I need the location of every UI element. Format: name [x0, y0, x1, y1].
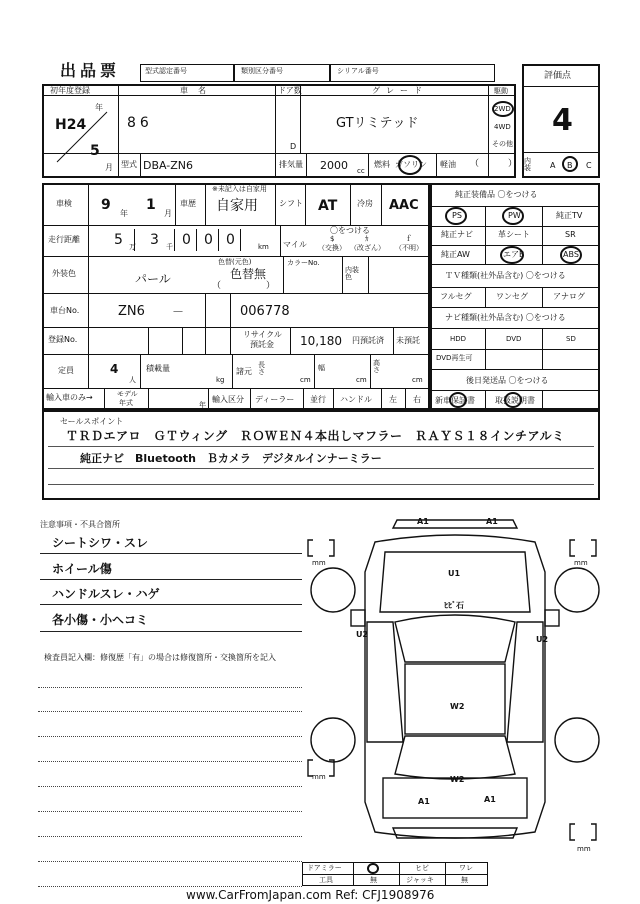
insp-month: 1: [146, 197, 156, 213]
grade-value: GTリミテッド: [336, 116, 419, 131]
hibi-label: ヒビ: [415, 864, 429, 872]
mileage-digit: 3: [150, 232, 159, 248]
class-label: 類別区分番号: [241, 67, 283, 75]
height-label: 高さ: [373, 359, 380, 374]
form-title: 出品票: [60, 61, 121, 80]
fuel-light: 軽油: [440, 160, 456, 169]
jack-value: 無: [461, 876, 468, 884]
mile-label: マイル: [283, 240, 307, 249]
exch-label: （交換）: [318, 244, 346, 252]
damage-a1-front-right: A1: [486, 517, 498, 526]
docs-manual-circle: [504, 392, 522, 408]
import-label: 輸入車のみ→: [46, 393, 93, 402]
damage-w2: W2: [450, 702, 465, 711]
attach-label: 〇をつける: [330, 226, 370, 235]
door-mirror-label: ドアミラー: [307, 864, 342, 872]
note-item: ホイール傷: [52, 562, 112, 576]
note-item: シートシワ・スレ: [52, 536, 149, 550]
chassis-number: 006778: [240, 304, 290, 319]
recycle-paid: 円預託済: [352, 336, 384, 345]
tools-value: 無: [370, 876, 377, 884]
docs-warranty: 新車保証書: [435, 396, 475, 405]
unknown-label: （不明）: [395, 244, 423, 252]
tv-fullseg: フルセグ: [440, 292, 472, 301]
damage-w2-rear: W2: [450, 775, 465, 784]
damage-hibi: ﾋﾋﾞ石: [444, 601, 464, 610]
fuel-gas-circle: [398, 155, 422, 175]
tv-analog: アナログ: [553, 292, 585, 301]
equip-abs-circle: [560, 246, 582, 264]
note-item: 各小傷・小ヘコミ: [52, 613, 149, 627]
ac-value: AAC: [389, 198, 419, 213]
navi-type-title: ナビ種類(社外品含む) 〇をつける: [445, 313, 566, 322]
width-cm: cm: [356, 376, 367, 384]
equip-navi: 純正ナビ: [441, 230, 473, 239]
unregistered-note: ※未記入は自家用: [212, 185, 267, 193]
equip-ps: PS: [452, 211, 462, 220]
jack-label: ジャッキ: [406, 876, 434, 884]
load-label: 積載量: [146, 364, 170, 373]
first-reg-month: 5: [90, 143, 100, 159]
equip-airbag-circle: [500, 246, 524, 264]
model-cert-label: 型式認定番号: [145, 67, 187, 75]
width-label: 幅: [318, 364, 325, 372]
fuel-label: 燃料: [374, 160, 390, 169]
right-option: 右: [413, 395, 421, 404]
repaint-paren-r: ）: [266, 281, 276, 291]
year-label: 年: [95, 103, 103, 112]
color-value: パール: [135, 272, 171, 286]
parallel-option: 並行: [310, 395, 326, 404]
equip-airbag: エアB: [503, 250, 525, 259]
equip-ps-circle: [445, 207, 467, 225]
dims-label: 諸元: [236, 367, 252, 376]
repaint-value: 色替無: [230, 267, 267, 281]
navi-dvd: DVD: [506, 335, 522, 343]
damage-a1-front-left: A1: [417, 517, 429, 526]
docs-manual: 取扱説明書: [495, 396, 535, 405]
alter-label: （改ざん）: [350, 244, 385, 252]
watermark: www.CarFromJapan.com Ref: CFJ1908976: [186, 888, 435, 902]
disp-label: 排気量: [279, 160, 303, 169]
import-class-label: 輸入区分: [212, 395, 244, 404]
equip-aw: 純正AW: [441, 250, 470, 259]
equip-tv: 純正TV: [556, 211, 583, 220]
month-label: 月: [105, 163, 113, 172]
drive-4wd: 4WD: [494, 123, 511, 131]
fuel-paren-left: （: [470, 159, 480, 169]
load-unit: kg: [216, 376, 225, 384]
ac-label: 冷房: [357, 199, 373, 208]
selling-point-line-1: ＴＲＤエアロ ＧＴウィング ＲＯＷＥＮ４本出しマフラー ＲＡＹＳ１８インチアルミ: [66, 429, 565, 443]
damage-u1: U1: [448, 569, 461, 578]
repaint-label: 色替(元色): [218, 258, 252, 266]
shift-label: シフト: [279, 199, 303, 208]
height-cm: cm: [412, 376, 423, 384]
interior-a: A: [550, 161, 556, 170]
drive-other: その他: [492, 140, 513, 148]
fuel-paren-right: ）: [508, 159, 518, 169]
mileage-label: 走行距離: [48, 235, 80, 244]
ware-label: ワレ: [459, 864, 473, 872]
recycle-label-1: リサイクル: [243, 330, 282, 339]
damage-a1-rear-left: A1: [418, 797, 430, 806]
cc-label: cc: [357, 167, 365, 175]
mm-label: mm: [312, 773, 326, 781]
mm-label: mm: [574, 559, 588, 567]
score-value: 4: [552, 103, 573, 138]
sen-unit: 千: [166, 243, 173, 251]
color-label: 外装色: [52, 269, 76, 278]
car-damage-diagram: [305, 512, 605, 862]
serial-box: [330, 64, 495, 82]
capacity-value: 4: [110, 362, 119, 376]
interior-label: 内装: [524, 157, 531, 172]
model-year-label-2: 年式: [119, 399, 133, 407]
damage-a1-rear-right: A1: [484, 795, 496, 804]
first-reg-year: H24: [55, 117, 87, 133]
capacity-label: 定員: [58, 366, 74, 375]
tv-oneseg: ワンセグ: [496, 292, 528, 301]
insp-year: 9: [101, 197, 111, 213]
score-label: 評価点: [544, 71, 572, 81]
equip-pw: PW: [508, 211, 521, 220]
interior-c: C: [586, 161, 592, 170]
mileage-digit: 0: [204, 232, 213, 248]
damage-u2-right: U2: [536, 635, 549, 644]
alter-top: ｶ: [365, 235, 369, 243]
shift-value: AT: [318, 198, 338, 214]
repaint-paren-l: （: [212, 281, 222, 291]
model-cert-box: [140, 64, 234, 82]
first-reg-label: 初年度登録: [50, 86, 90, 95]
equip-pw-circle: [502, 207, 524, 225]
car-name: 86: [127, 115, 153, 131]
exch-top: $: [330, 235, 335, 243]
recycle-unpaid: 未預託: [396, 336, 420, 345]
history-label: 車歴: [180, 199, 196, 208]
history-value: 自家用: [216, 198, 258, 214]
equipment-title: 純正装備品 〇をつける: [455, 190, 538, 199]
navi-hdd: HDD: [450, 335, 467, 343]
man-unit: 万: [129, 243, 136, 251]
left-option: 左: [389, 395, 397, 404]
chassis-label: 車台No.: [50, 306, 80, 315]
model-year-label-1: モデル: [117, 390, 138, 398]
km-unit: km: [258, 243, 269, 251]
insp-year-unit: 年: [120, 209, 128, 218]
length-label: 長さ: [258, 361, 265, 376]
slash-divider: [55, 110, 110, 165]
model-year-unit: 年: [199, 401, 206, 409]
inspector-label: 検査員記入欄：修復歴「有」の場合は修復箇所・交換箇所を記入: [44, 653, 276, 662]
equip-sr: SR: [565, 230, 576, 239]
insp-month-unit: 月: [164, 209, 172, 218]
color-no-label: カラーNo.: [287, 259, 320, 267]
chassis-dash: －: [172, 305, 185, 319]
docs-title: 後日発送品 〇をつける: [466, 376, 549, 385]
mirror-tools-table: [302, 862, 488, 886]
interior-color-label: 内装色: [345, 266, 359, 281]
chassis-prefix: ZN6: [118, 304, 145, 319]
equip-abs: ABS: [563, 250, 579, 259]
navi-sd: SD: [566, 335, 576, 343]
class-box: [234, 64, 330, 82]
recycle-label-2: 預託金: [250, 340, 274, 349]
dealer-option: ディーラー: [255, 395, 295, 404]
tools-label: 工具: [319, 876, 333, 884]
interior-b-circle: [562, 156, 578, 172]
tv-type-title: ＴＶ種類(社外品含む) 〇をつける: [445, 271, 566, 280]
car-name-label: 車名: [180, 86, 216, 95]
capacity-unit: 人: [129, 376, 136, 384]
note-item: ハンドルスレ・ハゲ: [52, 587, 160, 601]
recycle-amount: 10,180: [300, 334, 342, 348]
length-cm: cm: [300, 376, 311, 384]
damage-u2-left: U2: [356, 630, 369, 639]
drive-label: 駆動: [494, 87, 508, 95]
notes-list: [40, 531, 302, 635]
fuel-gas: ガソリン: [395, 160, 427, 169]
interior-b: B: [567, 161, 573, 170]
inspection-label: 車検: [56, 199, 72, 208]
reg-no-label: 登録No.: [48, 335, 78, 344]
equip-leather: 革シート: [498, 230, 530, 239]
type-label: 型式: [121, 160, 137, 169]
drive-2wd: 2WD: [494, 105, 511, 113]
unknown-top: ｆ: [405, 235, 412, 243]
mm-label: mm: [577, 845, 591, 853]
grade-label: グレード: [372, 86, 428, 95]
mileage-digit: 5: [114, 232, 123, 248]
handle-label: ハンドル: [340, 395, 372, 404]
serial-label: シリアル番号: [337, 67, 379, 75]
door-d: D: [290, 142, 297, 151]
mm-label: mm: [312, 559, 326, 567]
inspector-lines: [38, 660, 302, 890]
selling-points-label: セールスポイント: [60, 417, 124, 426]
mileage-digits: [104, 229, 274, 253]
door-label: ドア数: [278, 86, 302, 95]
notes-label: 注意事項・不具合箇所: [40, 520, 120, 529]
docs-warranty-circle: [449, 392, 467, 408]
disp-value: 2000: [320, 159, 348, 172]
door-mirror-circle: [367, 863, 379, 874]
mileage-digit: 0: [226, 232, 235, 248]
selling-point-line-2: 純正ナビ Bluetooth Ｂカメラ デジタルインナーミラー: [80, 452, 382, 465]
type-value: DBA-ZN6: [143, 159, 194, 172]
mileage-digit: 0: [182, 232, 191, 248]
navi-dvd-play: DVD再生可: [436, 354, 473, 362]
drive-2wd-circle: [492, 101, 514, 117]
